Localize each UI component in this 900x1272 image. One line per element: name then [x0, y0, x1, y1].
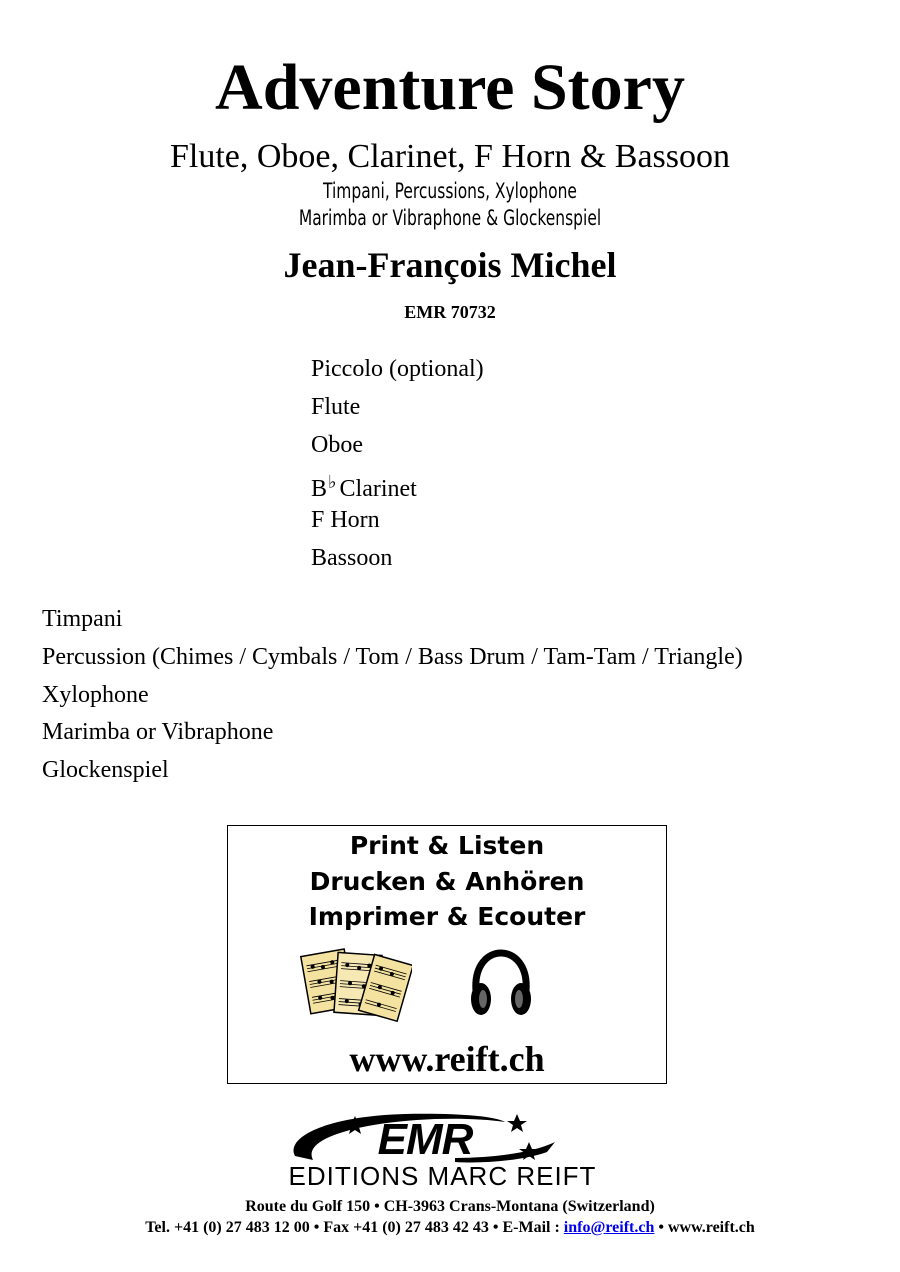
headphones-icon	[466, 947, 536, 1019]
subtitle-percussion: Timpani, Percussions, Xylophone	[323, 179, 577, 203]
note-name: B	[311, 476, 328, 503]
promo-website: www.reift.ch	[349, 1039, 545, 1079]
instrument-item: Percussion (Chimes / Cymbals / Tom / Bass Drum / Tam-Tam / Triangle)	[42, 643, 743, 670]
sheet-music-icon	[300, 944, 412, 1026]
instrument-name: Clarinet	[339, 476, 417, 503]
website-text: • www.reift.ch	[654, 1219, 755, 1236]
instrument-item: Marimba or Vibraphone	[42, 719, 274, 746]
phone-fax-text: Tel. +41 (0) 27 483 12 00 • Fax +41 (0) 27 483 42 43 • E-Mail :	[145, 1219, 564, 1236]
page-title: Adventure Story	[215, 51, 685, 124]
subtitle-instruments: Flute, Oboe, Clarinet, F Horn & Bassoon	[169, 138, 731, 175]
flat-sign: ♭	[328, 472, 337, 493]
publisher-address: Route du Golf 150 • CH-3963 Crans-Montana (Switzerland)	[245, 1198, 655, 1215]
publisher-name: EDITIONS MARC REIFT	[288, 1161, 597, 1191]
percussion-instruments-list	[42, 601, 743, 790]
instrument-item: Timpani	[42, 606, 123, 632]
email-link[interactable]: info@reift.ch	[563, 1219, 655, 1236]
logo-letters: EMR	[377, 1115, 473, 1164]
instrument-item: Xylophone	[42, 681, 149, 708]
instrument-item: Oboe	[311, 431, 363, 458]
promo-line-german: Drucken & Anhören	[309, 867, 585, 896]
instrument-item: Bassoon	[311, 544, 393, 571]
composer-name: Jean-François Michel	[283, 245, 617, 285]
publisher-contact	[0, 1218, 900, 1238]
print-and-listen-box	[227, 825, 667, 1084]
wind-instruments-list	[311, 351, 484, 578]
instrument-item: Glockenspiel	[42, 757, 169, 784]
promo-line-french: Imprimer & Ecouter	[308, 902, 586, 931]
instrument-item: F Horn	[311, 507, 380, 534]
instrument-item	[311, 464, 484, 502]
subtitle-mallets: Marimba or Vibraphone & Glockenspiel	[298, 206, 602, 230]
publisher-logo	[255, 1108, 630, 1194]
catalog-number: EMR 70732	[404, 302, 496, 322]
promo-line-english: Print & Listen	[349, 831, 545, 860]
instrument-item: Piccolo (optional)	[311, 356, 484, 382]
instrument-item: Flute	[311, 393, 361, 420]
